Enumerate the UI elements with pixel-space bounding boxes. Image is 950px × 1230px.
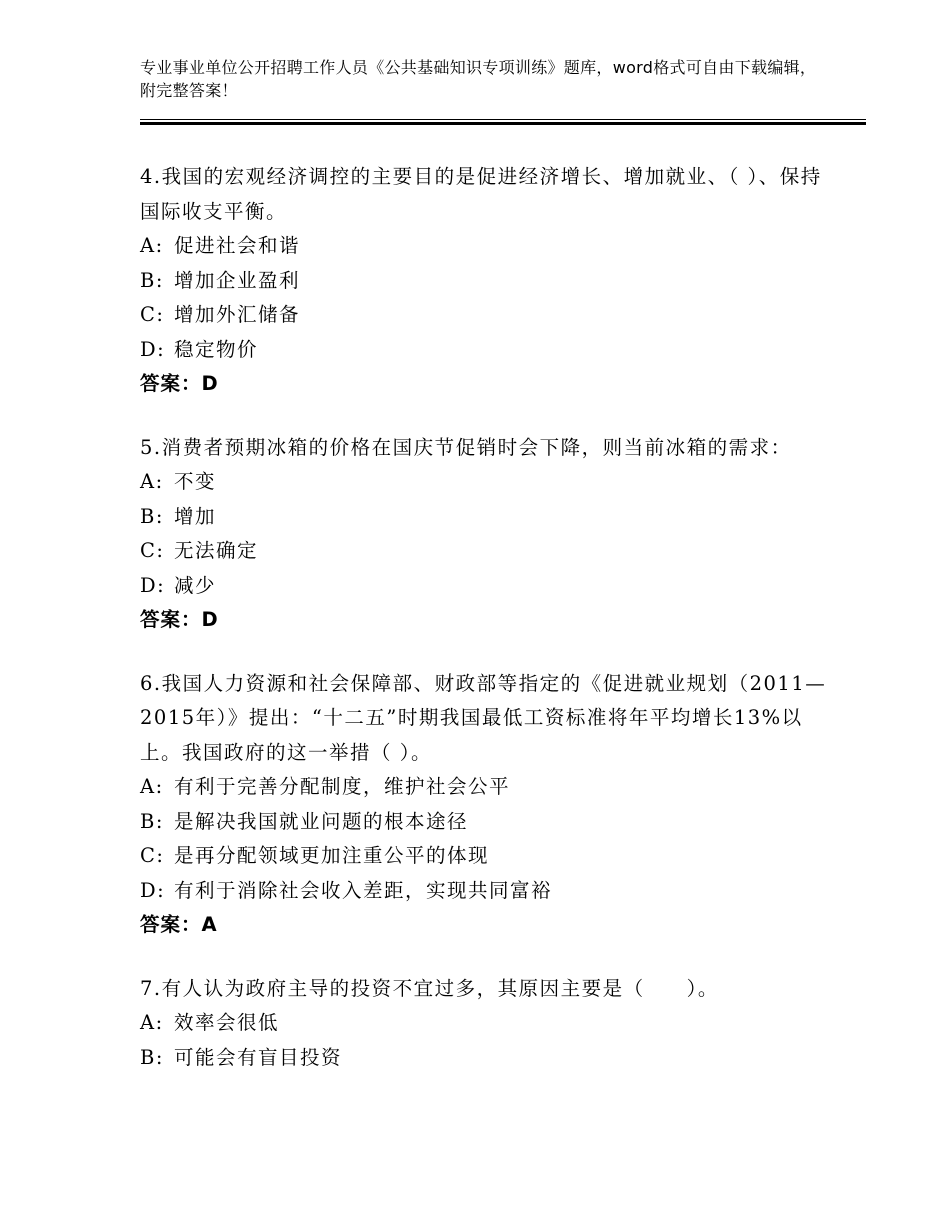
option-key: A:: [140, 470, 164, 493]
option-text: 促进社会和谐: [174, 234, 301, 257]
option-b: [140, 1041, 840, 1076]
option-text: 增加: [174, 504, 217, 528]
option-text: 稳定物价: [174, 337, 259, 361]
option-text: 有利于完善分配制度，维护社会公平: [174, 775, 511, 798]
option-c: [140, 298, 840, 333]
option-text: 是解决我国就业问题的根本途径: [174, 809, 469, 833]
option-key: B:: [140, 1045, 164, 1069]
option-key: B:: [140, 809, 164, 833]
option-key: C:: [140, 539, 165, 562]
header-divider-thick: [140, 122, 866, 125]
question-6: [140, 667, 840, 943]
document-header: 专业事业单位公开招聘工作人员《公共基础知识专项训练》题库，word格式可自由下载编辑，附完整答案！: [140, 58, 817, 100]
option-key: C:: [140, 844, 165, 867]
answer-line: 答案：A: [140, 913, 218, 936]
option-a: [140, 229, 840, 264]
option-key: D:: [140, 337, 166, 361]
option-c: [140, 839, 840, 874]
option-key: A:: [140, 234, 164, 257]
option-key: D:: [140, 573, 166, 597]
option-text: 无法确定: [174, 539, 259, 562]
question-5: [140, 431, 840, 638]
option-text: 增加企业盈利: [174, 268, 301, 292]
option-b: [140, 805, 840, 840]
option-d: [140, 874, 840, 909]
option-key: A:: [140, 1011, 164, 1034]
option-key: D:: [140, 878, 166, 902]
question-stem: 6.我国人力资源和社会保障部、财政部等指定的《促进就业规划（2011—2015年）》提出：“十二五”时期我国最低工资标准将年平均增长13%以上。我国政府的这一举措（ ）。: [140, 671, 827, 764]
option-text: 是再分配领域更加注重公平的体现: [174, 844, 490, 867]
option-key: B:: [140, 504, 164, 528]
question-4: [140, 160, 840, 402]
option-a: [140, 770, 840, 805]
question-7: [140, 972, 840, 1076]
option-b: [140, 264, 840, 299]
question-list: [140, 160, 840, 1104]
option-key: C:: [140, 303, 165, 326]
option-text: 效率会很低: [174, 1011, 280, 1034]
question-stem: 5.消费者预期冰箱的价格在国庆节促销时会下降，则当前冰箱的需求：: [140, 435, 792, 459]
option-text: 可能会有盲目投资: [174, 1045, 343, 1069]
option-d: [140, 569, 840, 604]
option-text: 有利于消除社会收入差距，实现共同富裕: [174, 878, 553, 902]
option-a: [140, 1006, 840, 1041]
answer-line: 答案：D: [140, 608, 219, 631]
question-stem: 4.我国的宏观经济调控的主要目的是促进经济增长、增加就业、（ ）、保持国际收支平衡。: [140, 165, 822, 223]
option-text: 减少: [174, 573, 217, 597]
option-d: [140, 333, 840, 368]
option-c: [140, 534, 840, 569]
option-b: [140, 500, 840, 535]
answer-line: 答案：D: [140, 372, 219, 395]
option-key: B:: [140, 268, 164, 292]
question-stem: 7.有人认为政府主导的投资不宜过多，其原因主要是（ ）。: [140, 976, 719, 1000]
header-divider-thin: [140, 119, 866, 120]
option-a: [140, 465, 840, 500]
option-text: 不变: [174, 470, 217, 493]
option-key: A:: [140, 775, 164, 798]
option-text: 增加外汇储备: [174, 303, 301, 326]
